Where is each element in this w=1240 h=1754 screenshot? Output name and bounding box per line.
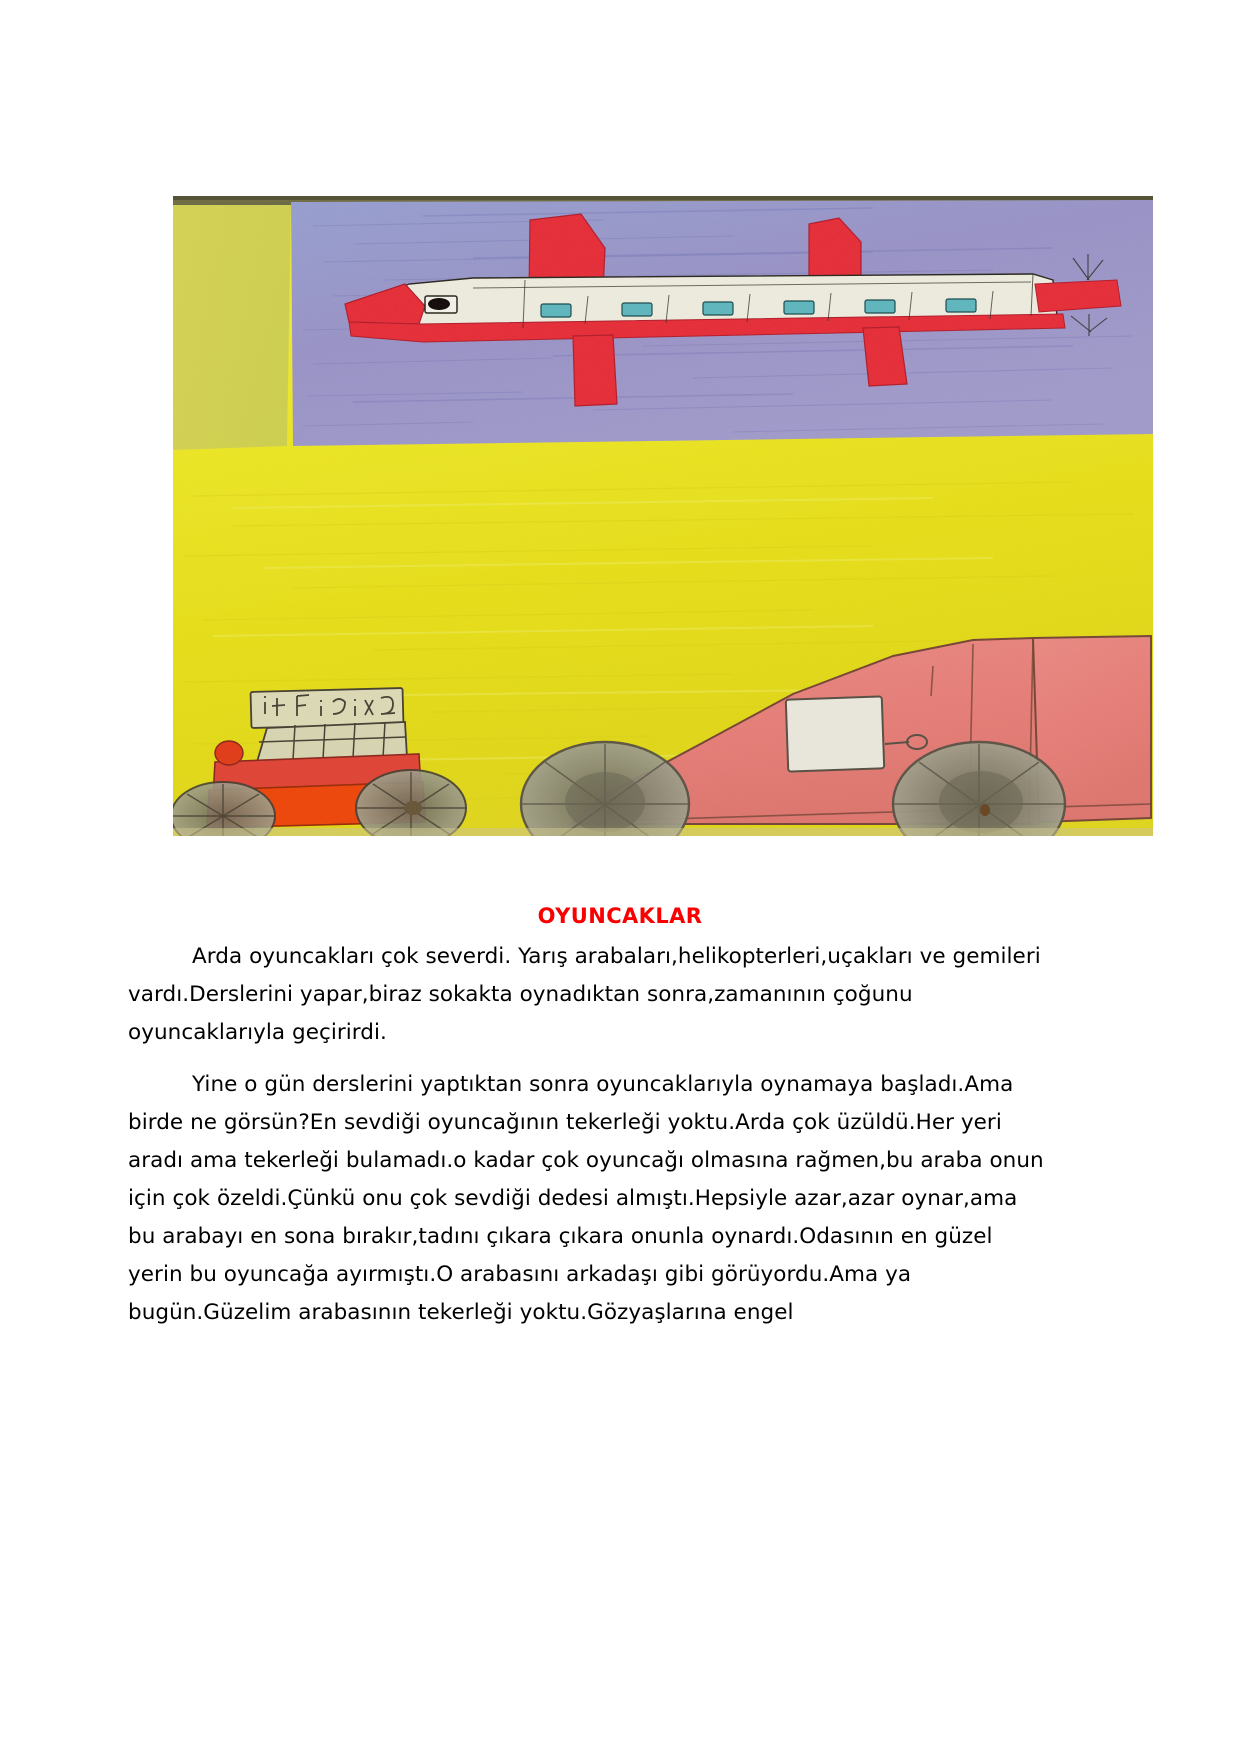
wheel-vehicle-rear (356, 770, 466, 836)
plane-lower-fin (863, 327, 907, 386)
plane-lower-wing (573, 335, 617, 406)
plane-cockpit-fill (428, 298, 450, 310)
drawing-svg (173, 196, 1153, 836)
story-body (128, 938, 1051, 1346)
child-drawing-photo (173, 196, 1153, 836)
drawing-content (173, 196, 1153, 836)
photo-top-edge-dark (173, 196, 1153, 200)
photo-bottom-edge (173, 828, 1153, 836)
vehicle-top-sign (251, 688, 404, 728)
plane-tail-cone (1035, 280, 1121, 312)
race-car-window (786, 696, 884, 771)
paragraph-1: Arda oyuncakları çok severdi. Yarış arabaları,helikopterleri,uçakları ve gemileri vardı.Derslerini yapar,biraz sokakta oynadıktan sonra,zamanının çoğunu oyuncaklarıyla geçirirdi. (128, 944, 1048, 1045)
paragraph-2: Yine o gün derslerini yaptıktan sonra oyuncaklarıyla oynamaya başladı.Ama birde ne görsün?En sevdiği oyuncağının tekerleği yoktu.Arda çok üzüldü.Her yeri aradı ama tekerleği bulamadı.o kadar çok oyuncağı olmasına rağmen,bu araba onun için çok özeldi.Çünkü onu çok sevdiği dedesi almıştı.Hepsiyle azar,azar oynar,ama bu arabayı en sona bırakır,tadını çıkara çıkara onunla oynardı.Odasının en güzel yerin bu oyuncağa ayırmıştı.O arabasını arkadaşı gibi görüyordu.Ama ya bugün.Güzelim arabasının tekerleği yoktu.Gözyaşlarına engel (128, 1072, 1051, 1325)
vehicle-beacon-light (215, 741, 243, 765)
page-title: OYUNCAKLAR (537, 904, 703, 929)
ground-left-strip (173, 202, 291, 450)
